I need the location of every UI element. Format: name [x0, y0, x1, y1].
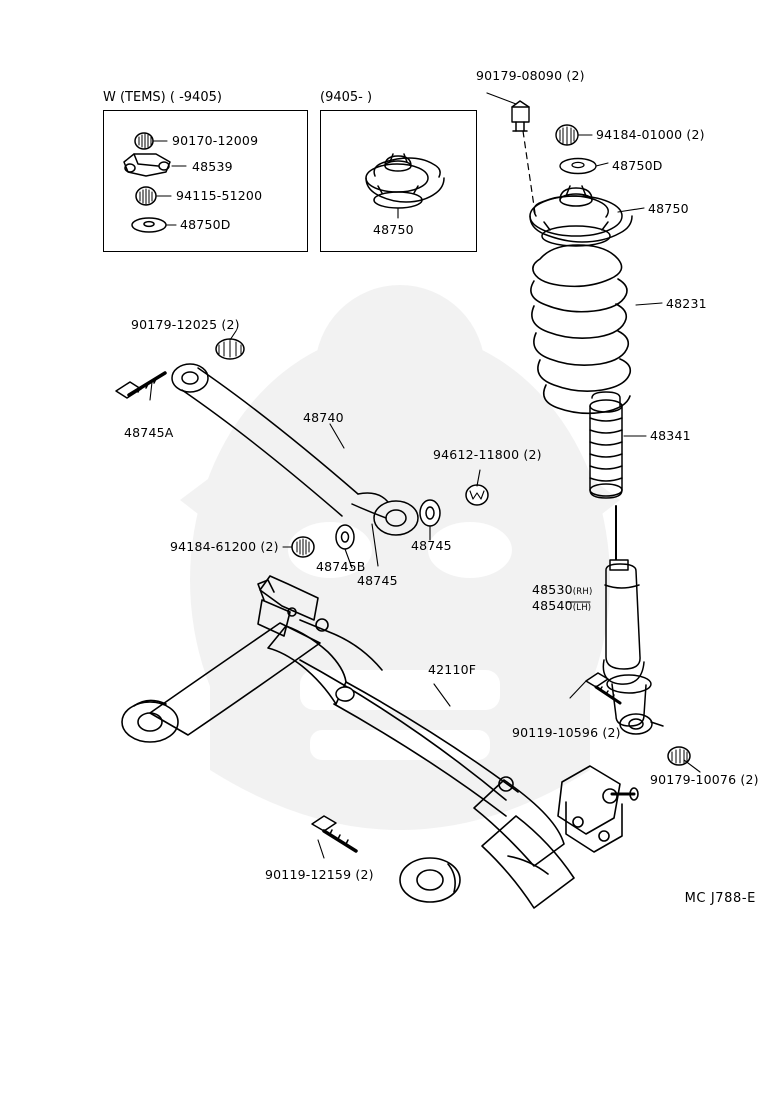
callout-48745-lower: 48745: [357, 573, 398, 588]
callout-48341: 48341: [650, 428, 691, 443]
callout-90119-12159: 90119-12159 (2): [265, 867, 374, 882]
callout-48745A: 48745A: [124, 425, 174, 440]
panel-9405-title: (9405- ): [320, 90, 373, 105]
part-label-94115-51200: 94115-51200: [176, 188, 263, 203]
callout-48540-number: 48540: [532, 598, 573, 613]
callout-48750: 48750: [648, 201, 689, 216]
figure-code: MC J788-E: [684, 891, 756, 906]
callout-90119-10596: 90119-10596 (2): [512, 725, 621, 740]
callout-94184-61200: 94184-61200 (2): [170, 539, 279, 554]
part-label-48750D-panel: 48750D: [180, 217, 231, 232]
part-label-90170-12009: 90170-12009: [172, 133, 259, 148]
panel-tems-title: W (TEMS) ( -9405): [103, 90, 222, 105]
callout-90179-10076: 90179-10076 (2): [650, 772, 759, 787]
callout-48750D: 48750D: [612, 158, 663, 173]
callout-48530-side: (RH): [572, 587, 593, 597]
background-watermark: [150, 250, 650, 900]
callout-48745B: 48745B: [316, 559, 366, 574]
callout-48740: 48740: [303, 410, 344, 425]
callout-90179-08090: 90179-08090 (2): [476, 68, 585, 83]
part-label-48539: 48539: [192, 159, 233, 174]
callout-48540-side: (LH): [572, 603, 592, 613]
callout-48745-right: 48745: [411, 538, 452, 553]
callout-42110F: 42110F: [428, 662, 477, 677]
part-label-48750-panel: 48750: [373, 222, 414, 237]
callout-48530-rh: [532, 582, 593, 597]
callout-48540-lh: [532, 598, 591, 613]
callout-94184-01000: 94184-01000 (2): [596, 127, 705, 142]
callout-48231: 48231: [666, 296, 707, 311]
callout-94612-11800: 94612-11800 (2): [433, 447, 542, 462]
callout-90179-12025: 90179-12025 (2): [131, 317, 240, 332]
callout-48530-number: 48530: [532, 582, 573, 597]
